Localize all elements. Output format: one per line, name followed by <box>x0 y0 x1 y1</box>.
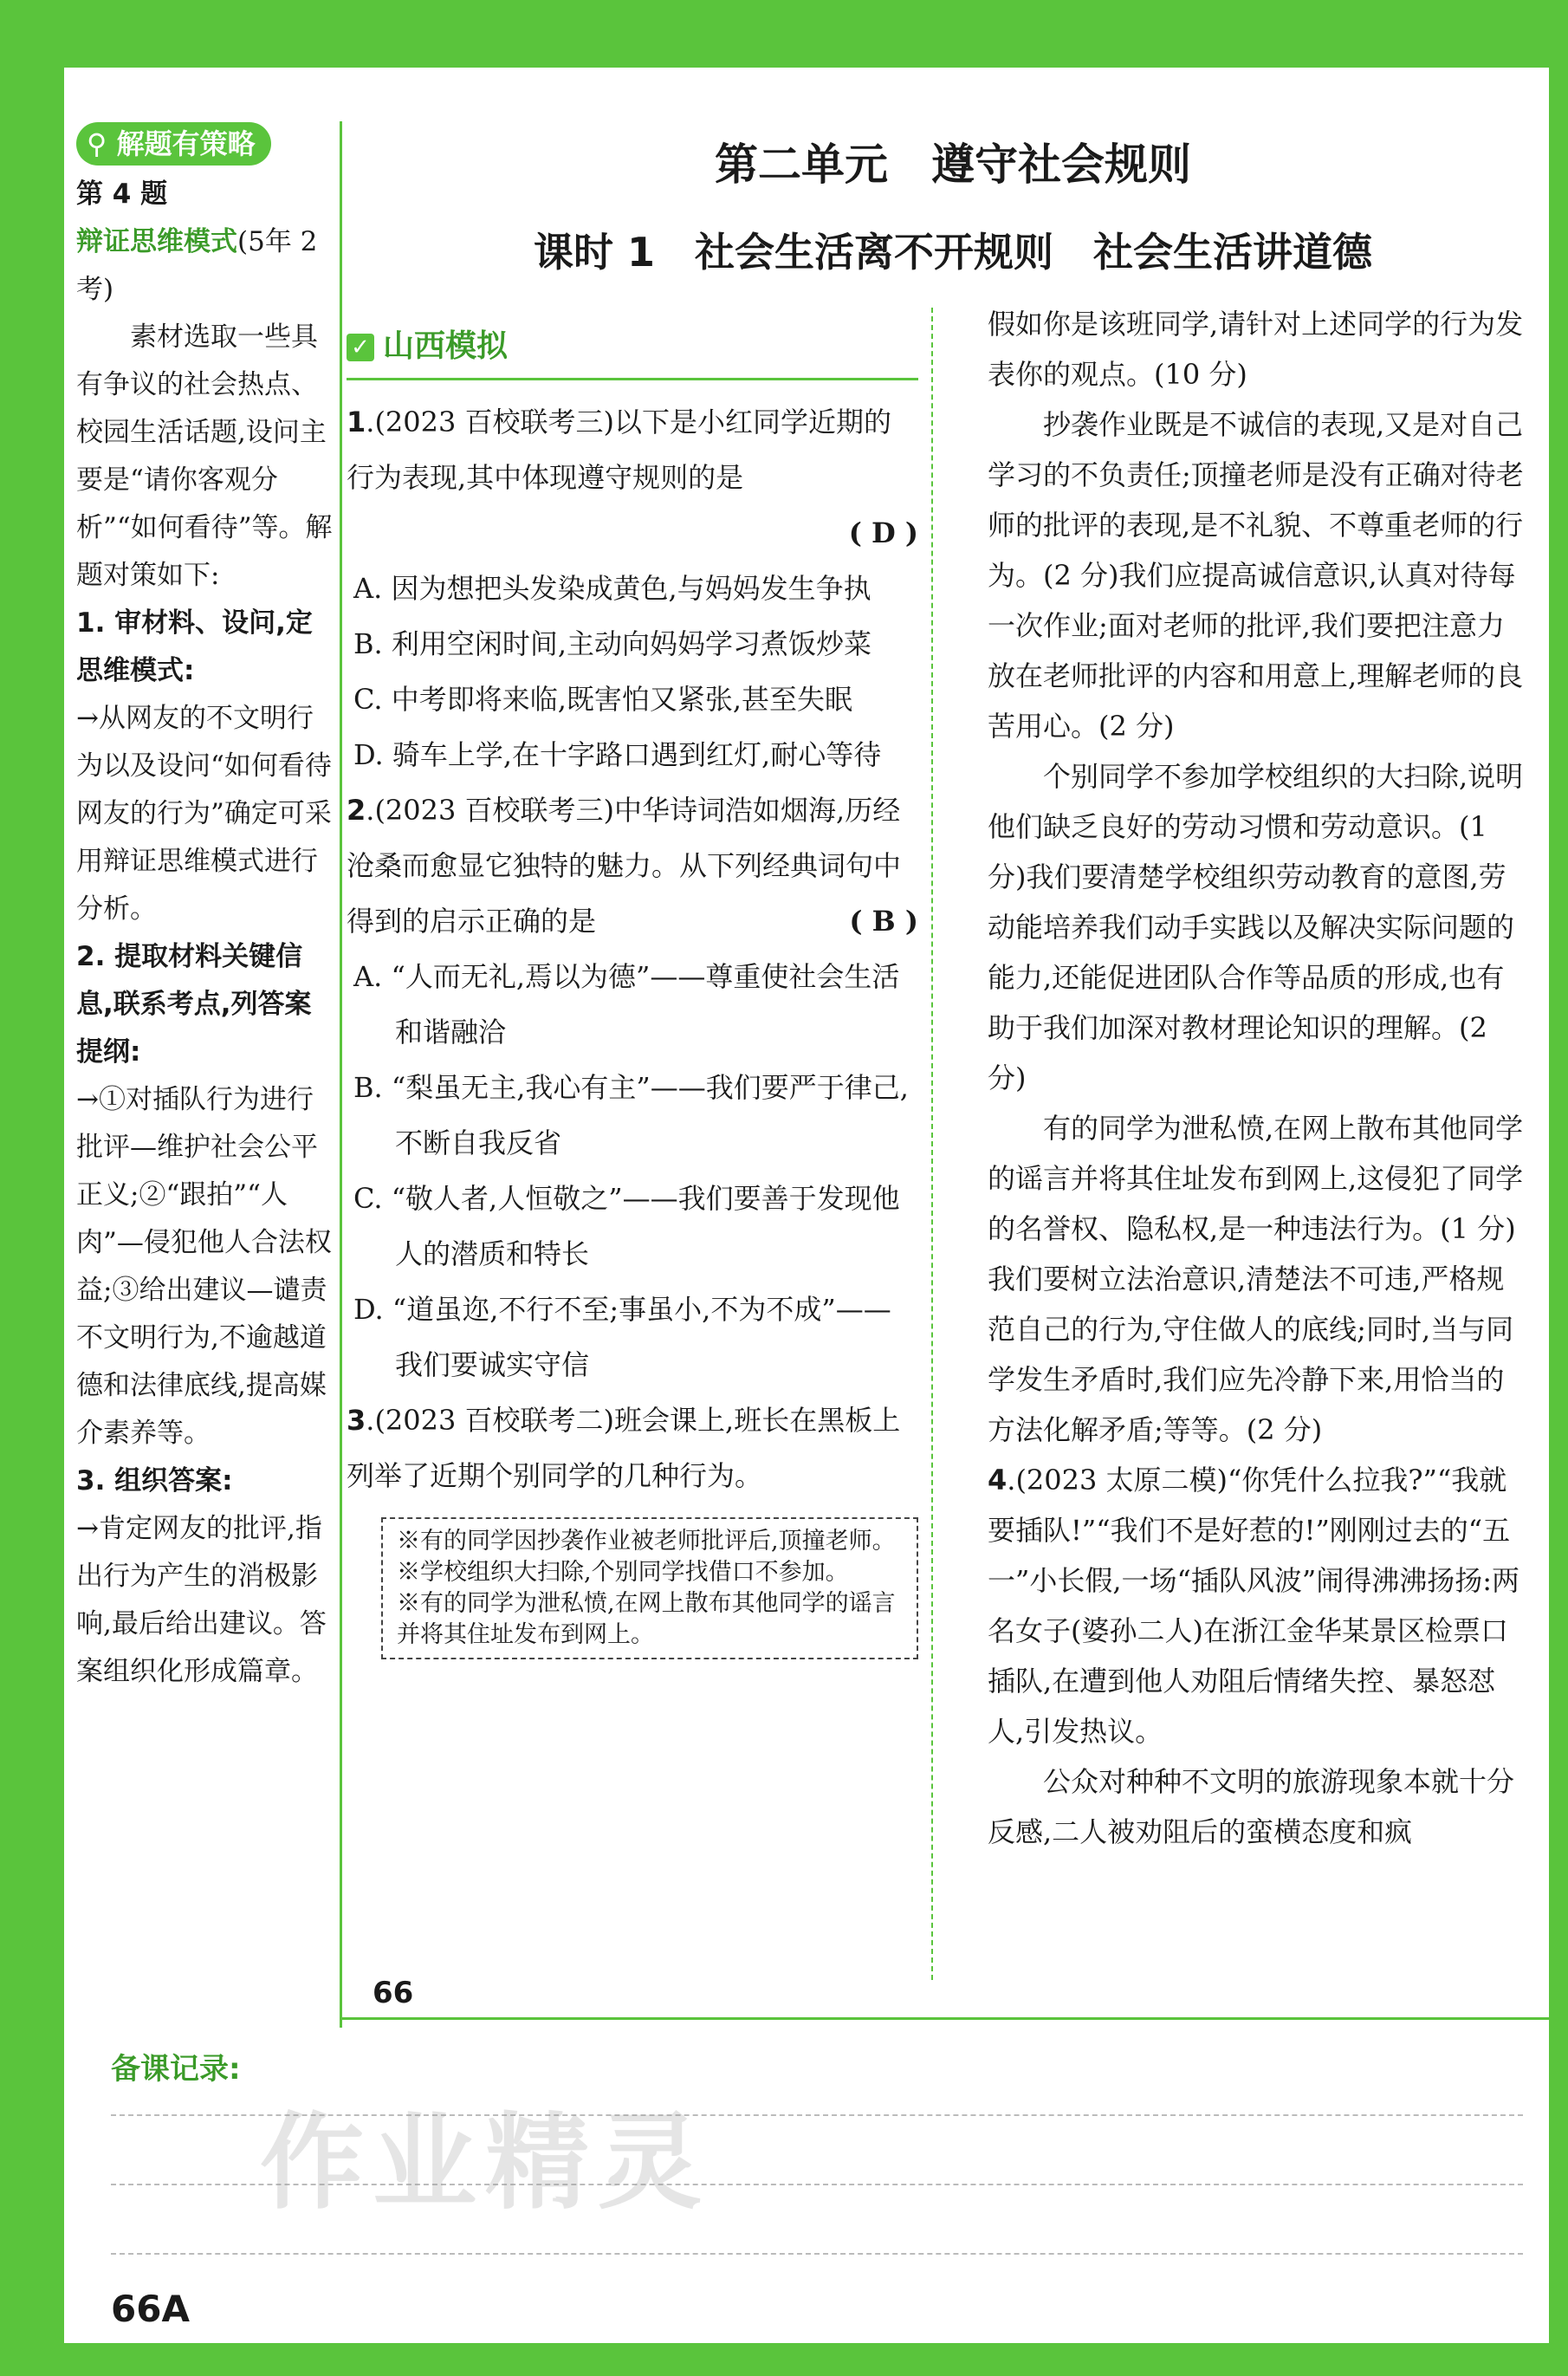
question-2-answer: ( B ) <box>849 905 918 938</box>
unit-title: 第二单元 遵守社会规则 <box>715 140 1191 190</box>
question-3-box-item-2: ※学校组织大扫除,个别同学找借口不参加。 <box>397 1559 849 1586</box>
question-3-number: 3 <box>347 1404 366 1437</box>
question-1-answer-row <box>347 505 918 561</box>
notes-line <box>111 2253 1523 2255</box>
page-number: 66 <box>373 1976 414 2010</box>
lesson-title: 课时 1 社会生活离不开规则 社会生活讲道德 <box>533 229 1373 276</box>
question-4-number: 4 <box>988 1464 1008 1496</box>
question-3-box <box>381 1517 918 1659</box>
question-3-stem: .(2023 百校联考二)班会课上,班长在黑板上列举了近期个别同学的几种行为。 <box>347 1404 901 1492</box>
question-1-stem: .(2023 百校联考三)以下是小红同学近期的行为表现,其中体现遵守规则的是 <box>347 406 892 494</box>
question-3-answer-1: 抄袭作业既是不诚信的表现,又是对自己学习的不负责任;顶撞老师是没有正确对待老师的批评的表现,是不礼貌、不尊重老师的行为。(2 分)我们应提高诚信意识,认真对待每一次作业;面对老师的批评,我们要把注意力放在老师批评的内容和用意上,理解老师的良苦用心。(2 分) <box>988 408 1524 743</box>
column-right <box>988 299 1525 1857</box>
sidebar-step1-body: →从网友的不文明行为以及设问“如何看待网友的行为”确定可采用辩证思维模式进行分析。 <box>76 703 332 925</box>
watermark: 作业精灵 <box>260 2103 710 2223</box>
question-3-box-item-3: ※有的同学为泄私愤,在网上散布其他同学的谣言并将其住址发布到网上。 <box>397 1590 896 1648</box>
sidebar-step1-title: 1. 审材料、设问,定思维模式: <box>76 607 313 686</box>
question-2-option-c: C. “敬人者,人恒敬之”——我们要善于发现他人的潜质和特长 <box>353 1182 900 1270</box>
check-icon: ✓ <box>347 334 374 361</box>
sidebar-step2-title: 2. 提取材料关键信息,联系考点,列答案提纲: <box>76 941 312 1068</box>
question-1-option-d: D. 骑车上学,在十字路口遇到红灯,耐心等待 <box>353 738 882 771</box>
sidebar-intro: 素材选取一些具有争议的社会热点、校园生活话题,设问主要是“请你客观分析”“如何看待”等。解题对策如下: <box>76 321 333 591</box>
sidebar-step3-title: 3. 组织答案: <box>76 1465 233 1496</box>
column-separator <box>931 308 934 1980</box>
sidebar-question-number: 第 4 题 <box>76 179 168 210</box>
sidebar-divider <box>340 121 342 2028</box>
question-1-option-c: C. 中考即将来临,既害怕又紧张,甚至失眠 <box>353 683 853 716</box>
strategy-tag <box>76 122 271 166</box>
question-4-stem: .(2023 太原二模)“你凭什么拉我?”“我就要插队!”“我们不是好惹的!”刚刚过去的“五一”小长假,一场“插队风波”闹得沸沸扬扬:两名女子(婆孙二人)在浙江金华某景区检票口插队,在遭到他人劝阻后情绪失控、暴怒怼人,引发热议。 <box>988 1464 1520 1748</box>
section-label: 山西模拟 <box>383 328 509 364</box>
question-1-answer: ( D ) <box>848 516 918 549</box>
question-3-continued: 假如你是该班同学,请针对上述同学的行为发表你的观点。(10 分) <box>988 308 1524 391</box>
question-3-answer-2: 个别同学不参加学校组织的大扫除,说明他们缺乏良好的劳动习惯和劳动意识。(1 分)我们要清楚学校组织劳动教育的意图,劳动能培养我们动手实践以及解决实际问题的能力,还能促进团队合作等品质的形成,也有助于我们加深对教材理论知识的理解。(2 分) <box>988 760 1524 1094</box>
question-1-option-a: A. 因为想把头发染成黄色,与妈妈发生争执 <box>353 572 871 605</box>
search-icon: ⚲ <box>87 127 107 160</box>
column-left <box>347 319 918 1659</box>
question-4 <box>988 1455 1525 1756</box>
sidebar-step3-body: →肯定网友的批评,指出行为产生的消极影响,最后给出建议。答案组织化形成篇章。 <box>76 1513 327 1687</box>
question-1 <box>347 394 918 505</box>
sidebar-mode-freq: (5年 2 考) <box>76 226 318 305</box>
strategy-sidebar <box>76 121 336 1696</box>
section-header <box>347 319 918 380</box>
question-2-option-d: D. “道虽迩,不行不至;事虽小,不为不成”——我们要诚实守信 <box>353 1293 891 1381</box>
notes-label: 备课记录: <box>111 2052 241 2087</box>
question-2-number: 2 <box>347 794 366 827</box>
question-3-answer-3: 有的同学为泄私愤,在网上散布其他同学的谣言并将其住址发布到网上,这侵犯了同学的名誉权、隐私权,是一种违法行为。(1 分)我们要树立法治意识,清楚法不可违,严格规范自己的行为,守住做人的底线;同时,当与同学发生矛盾时,我们应先冷静下来,用恰当的方法化解矛盾;等等。(2 分) <box>988 1112 1524 1446</box>
question-2-stem: .(2023 百校联考三)中华诗词浩如烟海,历经沧桑而愈显它独特的魅力。从下列经典词句中得到的启示正确的是 <box>347 794 902 938</box>
sidebar-step2-body: →①对插队行为进行批评—维护社会公平正义;②“跟拍”“人肉”—侵犯他人合法权益;③给出建议—谴责不文明行为,不逾越道德和法律底线,提高媒介素养等。 <box>76 1084 332 1449</box>
question-1-option-b: B. 利用空闲时间,主动向妈妈学习煮饭炒菜 <box>353 627 872 660</box>
sidebar-mode <box>76 218 336 314</box>
question-4-paragraph-2: 公众对种种不文明的旅游现象本就十分反感,二人被劝阻后的蛮横态度和疯 <box>988 1765 1515 1848</box>
notes-divider <box>340 2017 1549 2020</box>
question-3-box-item-1: ※有的同学因抄袭作业被老师批评后,顶撞老师。 <box>397 1528 896 1555</box>
strategy-tag-label: 解题有策略 <box>116 127 256 160</box>
sidebar-mode-label: 辩证思维模式 <box>76 226 237 257</box>
question-3 <box>347 1392 918 1503</box>
question-2-option-b: B. “梨虽无主,我心有主”——我们要严于律己,不断自我反省 <box>353 1071 909 1159</box>
question-1-number: 1 <box>347 406 366 438</box>
page-number-a: 66A <box>111 2288 190 2330</box>
question-2 <box>347 782 918 949</box>
question-2-option-a: A. “人而无礼,焉以为德”——尊重使社会生活和谐融洽 <box>353 960 900 1048</box>
